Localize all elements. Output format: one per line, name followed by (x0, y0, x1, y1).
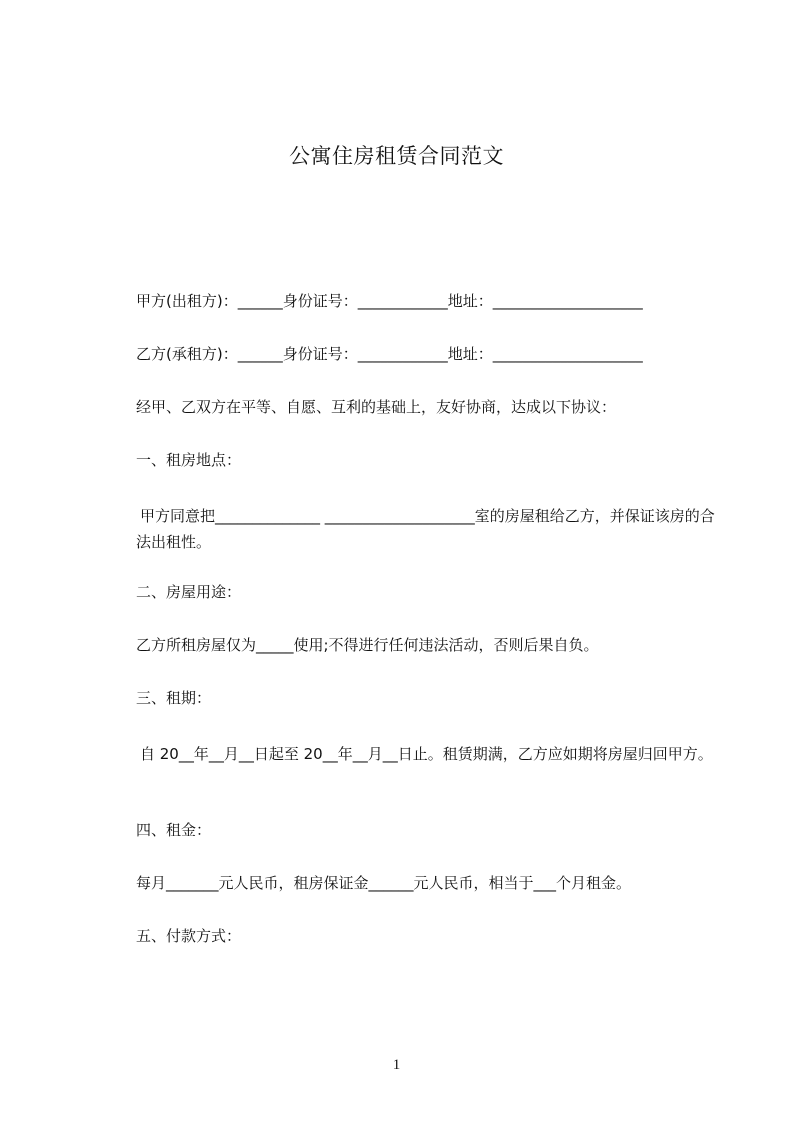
rent-paragraph: 每月_______元人民币，租房保证金______元人民币，相当于___个月租金。 (136, 874, 632, 892)
section-heading-purpose: 二、房屋用途： (136, 583, 242, 601)
page-number: 1 (392, 1057, 401, 1073)
agreement-intro: 经甲、乙双方在平等、自愿、互利的基础上，友好协商，达成以下协议： (136, 398, 617, 416)
term-paragraph: 自 20__年__月__日起至 20__年__月__日止。租赁期满，乙方应如期将房屋归回甲方。 (140, 745, 713, 763)
location-paragraph: 甲方同意把______________ ____________________室的房屋租给乙方，并保证该房的合法出租性。 (136, 507, 715, 551)
party-a-line: 甲方(出租方)：______身份证号：____________地址：____________________ (136, 292, 643, 310)
purpose-paragraph: 乙方所租房屋仅为_____使用;不得进行任何违法活动，否则后果自负。 (136, 636, 599, 654)
section-heading-rent: 四、租金： (136, 821, 212, 839)
section-heading-location: 一、租房地点： (136, 451, 242, 469)
document-title: 公寓住房租赁合同范文 (289, 144, 504, 168)
party-b-line: 乙方(承租方)：______身份证号：____________地址：____________________ (136, 345, 643, 363)
section-heading-payment: 五、付款方式： (136, 927, 242, 945)
section-heading-term: 三、租期： (136, 689, 212, 707)
